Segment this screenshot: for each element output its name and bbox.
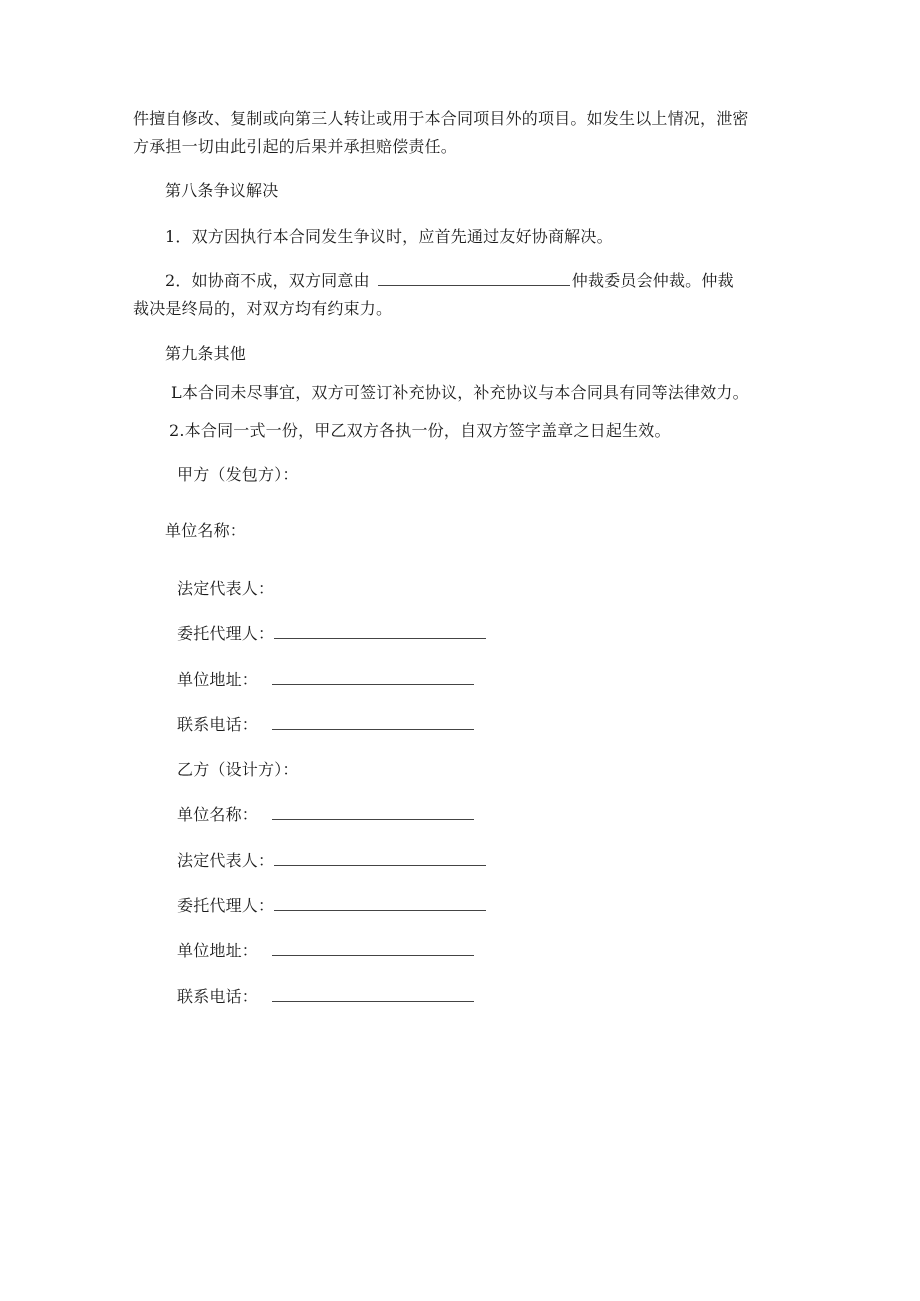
party-a-phone-label: 联系电话： [177, 715, 259, 734]
article-8-item-1: 1．双方因执行本合同发生争议时，应首先通过友好协商解决。 [165, 227, 613, 246]
party-b-phone-label: 联系电话： [177, 987, 259, 1006]
article-8-item-2-prefix: 2．如协商不成，双方同意由 [165, 271, 370, 290]
party-a-phone-blank[interactable] [272, 715, 474, 730]
article-9-item-2: 2.本合同一式一份，甲乙双方各执一份，自双方签字盖章之日起生效。 [169, 421, 671, 440]
party-a-agent-label: 委托代理人： [177, 624, 275, 643]
party-a-address-label: 单位地址： [177, 670, 259, 689]
party-a-agent-row [177, 624, 486, 644]
article-8-item-2-suffix: 仲裁委员会仲裁。仲裁 [571, 271, 734, 290]
article-8-item-2 [165, 271, 734, 291]
party-b-legal-rep-label: 法定代表人： [177, 851, 275, 870]
party-b-legal-rep-row [177, 851, 486, 871]
party-a-legal-rep-label: 法定代表人： [177, 579, 275, 598]
party-a-phone-row [177, 715, 474, 735]
confidentiality-text-line-2: 方承担一切由此引起的后果并承担赔偿责任。 [133, 137, 458, 156]
confidentiality-text-line-1: 件擅自修改、复制或向第三人转让或用于本合同项目外的项目。如发生以上情况，泄密 [133, 109, 749, 128]
article-8-item-2-continued: 裁决是终局的，对双方均有约束力。 [133, 299, 393, 318]
article-9-title: 第九条其他 [165, 344, 247, 363]
party-a-unit-name-label: 单位名称： [165, 521, 247, 540]
party-b-phone-row [177, 987, 474, 1007]
party-b-address-label: 单位地址： [177, 941, 259, 960]
party-a-heading: 甲方（发包方）： [177, 465, 299, 484]
party-b-address-row [177, 941, 474, 961]
party-b-unit-name-row [177, 805, 474, 825]
party-b-unit-name-label: 单位名称： [177, 805, 259, 824]
party-b-address-blank[interactable] [272, 941, 474, 956]
party-b-agent-blank[interactable] [274, 896, 486, 911]
party-a-address-blank[interactable] [272, 670, 474, 685]
article-9-item-1: L本合同未尽事宜，双方可签订补充协议，补充协议与本合同具有同等法律效力。 [171, 383, 749, 402]
party-a-address-row [177, 670, 474, 690]
party-b-agent-row [177, 896, 486, 916]
party-b-heading: 乙方（设计方）： [177, 760, 299, 779]
party-b-agent-label: 委托代理人： [177, 896, 275, 915]
arbitration-commission-blank[interactable] [378, 271, 570, 286]
party-a-agent-blank[interactable] [274, 624, 486, 639]
party-b-phone-blank[interactable] [272, 987, 474, 1002]
article-8-title: 第八条争议解决 [165, 181, 279, 200]
party-b-legal-rep-blank[interactable] [274, 851, 486, 866]
party-b-unit-name-blank[interactable] [272, 805, 474, 820]
